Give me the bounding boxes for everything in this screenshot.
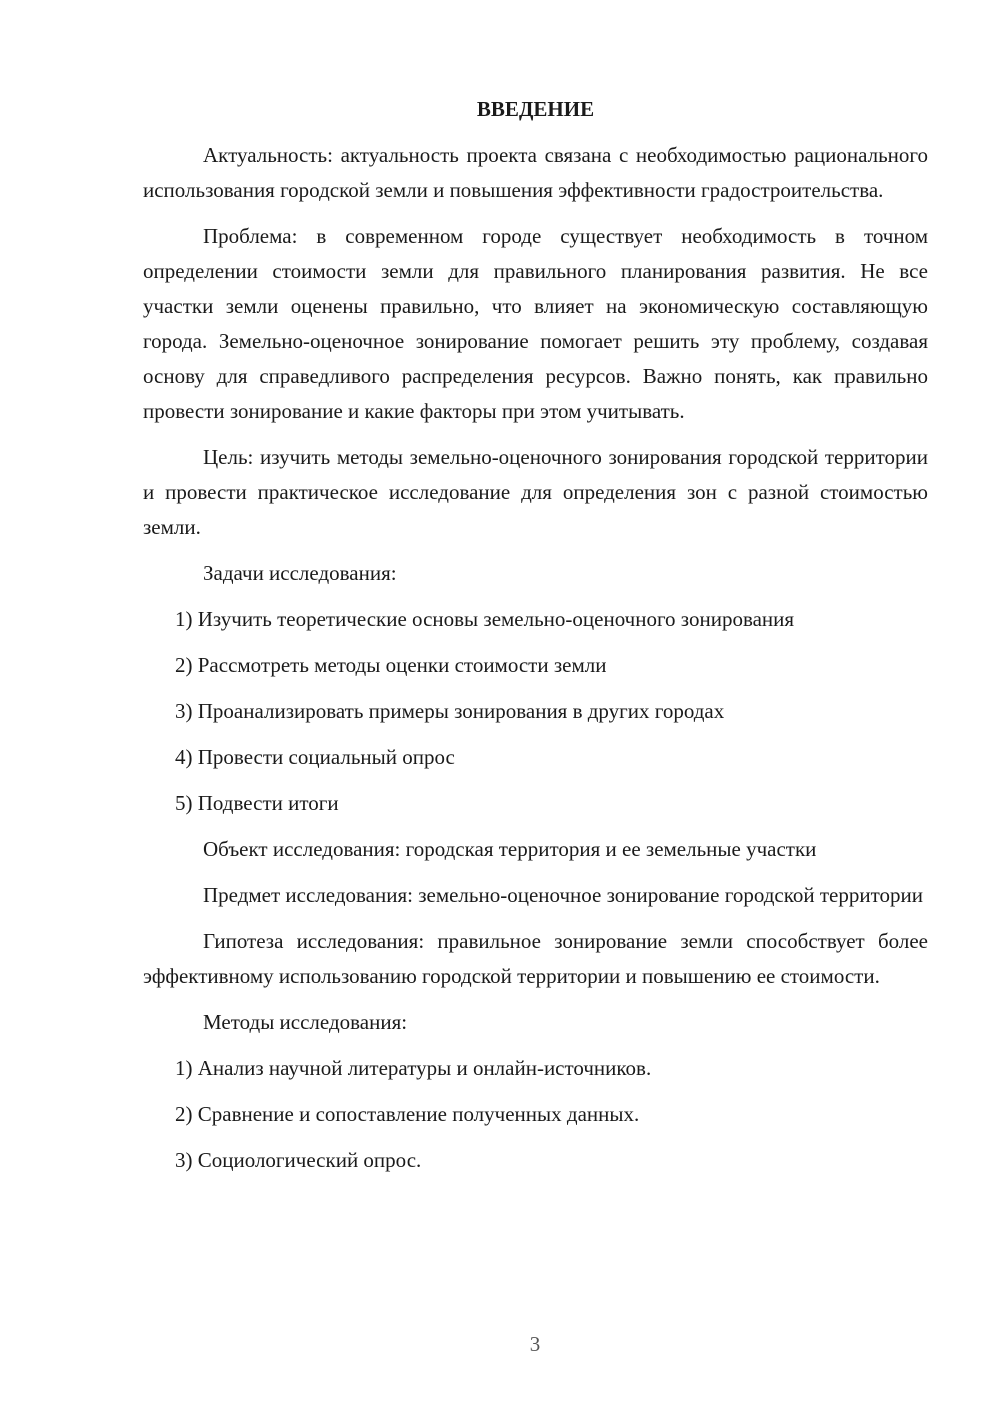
tasks-heading: Задачи исследования: — [203, 561, 397, 585]
document-page — [143, 92, 928, 1189]
list-item: 1) Изучить теоретические основы земельно-оценочного зонирования — [175, 607, 795, 631]
hypothesis-paragraph: Гипотеза исследования: правильное зонирование земли способствует более эффективному использованию городской территории и повышению ее стоимости. — [143, 929, 928, 988]
list-item: 5) Подвести итоги — [175, 791, 339, 815]
goal-paragraph: Цель: изучить методы земельно-оценочного зонирования городской территории и провести практическое исследование для определения зон с разной стоимостью земли. — [143, 445, 928, 539]
object-paragraph: Объект исследования: городская территория и ее земельные участки — [203, 837, 817, 861]
list-item: 2) Сравнение и сопоставление полученных данных. — [175, 1102, 640, 1126]
methods-list — [143, 1051, 928, 1178]
list-item: 4) Провести социальный опрос — [175, 745, 455, 769]
problem-paragraph: Проблема: в современном городе существует необходимость в точном определении стоимости земли для правильного планирования развития. Не все участки земли оценены правильно, что влияет на экономическую составляющую города. Земельно-оценочное зонирование помогает решить эту проблему, создавая основу для справедливого распределения ресурсов. Важно понять, как правильно провести зонирование и какие факторы при этом учитывать. — [143, 224, 928, 423]
relevance-paragraph: Актуальность: актуальность проекта связана с необходимостью рационального использования городской земли и повышения эффективности градостроительства. — [143, 143, 928, 202]
section-title: ВВЕДЕНИЕ — [476, 97, 595, 121]
page-number: 3 — [529, 1332, 541, 1356]
methods-heading: Методы исследования: — [203, 1010, 408, 1034]
list-item: 2) Рассмотреть методы оценки стоимости земли — [175, 653, 607, 677]
tasks-list — [143, 602, 928, 821]
list-item: 3) Социологический опрос. — [175, 1148, 422, 1172]
subject-paragraph: Предмет исследования: земельно-оценочное зонирование городской территории — [203, 883, 923, 907]
list-item: 1) Анализ научной литературы и онлайн-источников. — [175, 1056, 652, 1080]
list-item: 3) Проанализировать примеры зонирования в других городах — [175, 699, 725, 723]
